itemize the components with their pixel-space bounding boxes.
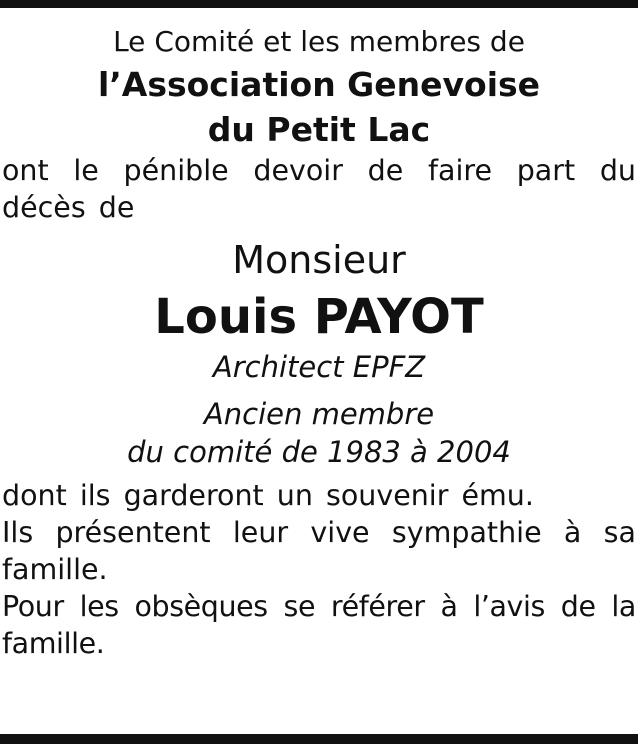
bottom-border-rule bbox=[0, 734, 638, 744]
role-line1: Ancien membre bbox=[203, 397, 435, 431]
organization-name-line2: du Petit Lac bbox=[207, 110, 431, 149]
sympathy-text: Ils présentent leur vive sympathie à sa famille. bbox=[2, 516, 636, 586]
profession: Architect EPFZ bbox=[212, 350, 426, 384]
role-line2: du comité de 1983 à 2004 bbox=[127, 435, 511, 469]
top-border-rule bbox=[0, 0, 638, 8]
organization-name-line1: l’Association Genevoise bbox=[97, 65, 541, 104]
announcement-text: ont le pénible devoir de faire part du décès de bbox=[2, 154, 636, 224]
memory-text: dont ils garderont un souvenir ému. bbox=[2, 479, 534, 512]
funeral-text: Pour les obsèques se référer à l’avis de la famille. bbox=[2, 590, 636, 660]
honorific: Monsieur bbox=[232, 238, 406, 282]
obituary-notice bbox=[0, 22, 638, 662]
deceased-name: Louis PAYOT bbox=[154, 289, 484, 345]
intro-line: Le Comité et les membres de bbox=[113, 25, 525, 58]
